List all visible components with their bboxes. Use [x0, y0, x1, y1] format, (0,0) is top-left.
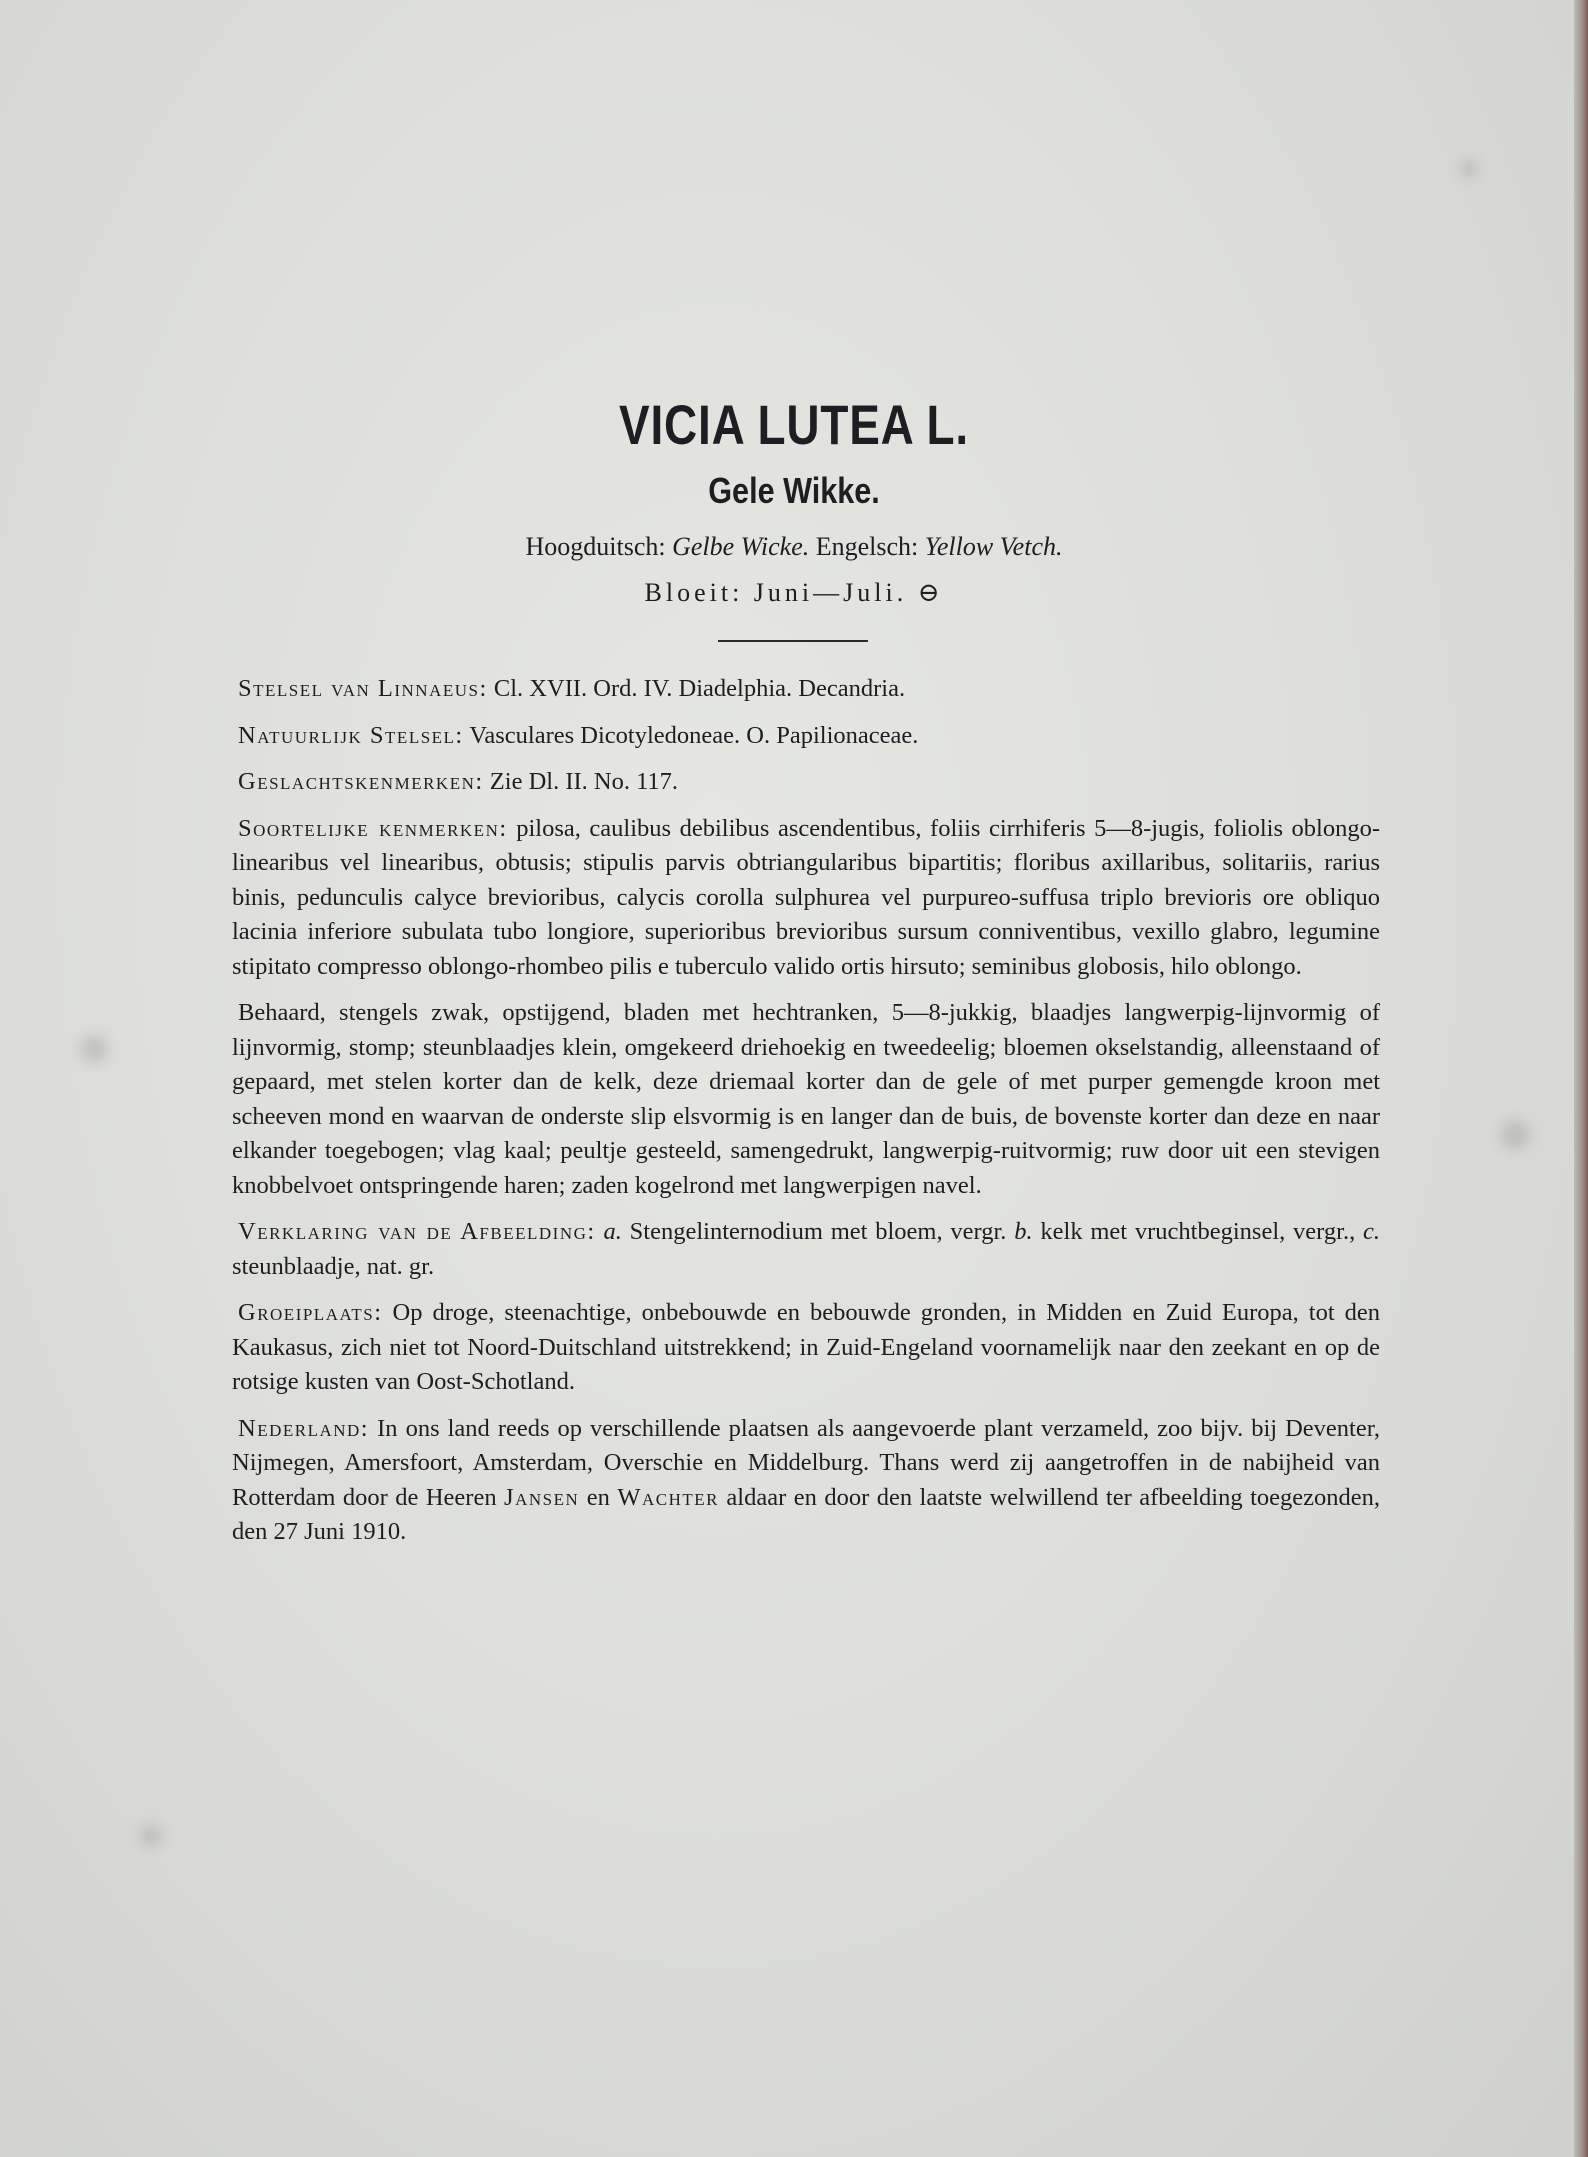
section-text: Op droge, steenachtige, onbebouwde en bebouwde gronden, in Midden en Zuid Europa, tot den Kaukasus, zich niet tot Noord-Duitschland uitstrekkend; in Zuid-Engeland voornamelijk naar den zeekant en op de rotsige kusten van Oost-Schotland. [232, 1299, 1381, 1395]
section-label: Geslachtskenmerken: [238, 768, 484, 795]
section-label: Verklaring van de Afbeelding: [238, 1218, 596, 1245]
section-text: aldaar en door den laatste welwillend ter afbeelding toegezonden, den 27 Juni 1910. [232, 1483, 1380, 1545]
connector-text: en [586, 1483, 610, 1511]
section-text: Behaard, stengels zwak, opstijgend, bladen met hechtranken, 5—8-jukkig, blaadjes langwerpig-lijnvormig of lijnvormig, stomp; steunblaadjes klein, omgekeerd driehoekig en tweedeelig; bloemen okselstandig, alleenstaand of gepaard, met stelen korter dan de kelk, deze driemaal korter dan de gele of met purper gemengde kroon met scheeven mond en waarvan de onderste slip elsvormig is en langer dan de buis, de bovenste korter dan deze en naar elkander toegebogen; vlag kaal; peultje gesteeld, samengedrukt, langwerpig-ruitvormig; ruw door uit een stevigen knobbelvoet ontspringende haren; zaden kogelrond met langwerpigen navel. [232, 999, 1380, 1199]
section-label: Natuurlijk Stelsel: [238, 721, 464, 749]
figure-key-c: c. [1363, 1218, 1381, 1245]
german-label: Hoogduitsch: [525, 532, 666, 561]
german-name: Gelbe Wicke. [672, 532, 810, 561]
english-name: Yellow Vetch. [924, 532, 1063, 561]
paper-stain [80, 1035, 108, 1063]
section-label: Nederland: [238, 1414, 370, 1442]
figure-text-b: kelk met vruchtbeginsel, vergr., [1040, 1218, 1356, 1245]
section-text: In ons land reeds op verschillende plaatsen als aangevoerde plant verzameld, zoo bijv. bij Deventer, Nijmegen, Amersfoort, Amsterdam, Overschie en Middelburg. Thans werd zij aangetroffen in de nabijheid van Rotterdam door de Heeren [232, 1414, 1381, 1511]
paper-stain [1500, 1120, 1530, 1150]
section-text: Zie Dl. II. No. 117. [489, 768, 679, 795]
figure-key-b: b. [1014, 1218, 1033, 1245]
english-label: Engelsch: [815, 532, 919, 561]
common-name: Gele Wikke. [708, 470, 880, 511]
section-nederland [232, 1412, 1380, 1550]
flowering-period: Bloeit: Juni—Juli. ⊖ [644, 578, 944, 607]
section-label: Soortelijke kenmerken: [238, 814, 508, 842]
section-behaard [232, 996, 1380, 1203]
section-label: Groeiplaats: [238, 1299, 383, 1326]
figure-text-a: Stengelinternodium met bloem, vergr. [629, 1218, 1007, 1245]
section-linnaeus [232, 672, 1380, 707]
paper-stain [1460, 160, 1478, 178]
section-groeiplaats [232, 1296, 1380, 1400]
collector-name: Jansen [504, 1483, 580, 1511]
section-geslachtskenmerken [232, 765, 1380, 800]
section-text: Vasculares Dicotyledoneae. O. Papilionaceae. [469, 721, 919, 749]
collector-name: Wachter [617, 1483, 719, 1511]
vernacular-names [0, 532, 1588, 562]
figure-key-a: a. [603, 1218, 622, 1245]
figure-text-c: steunblaadje, nat. gr. [232, 1252, 435, 1280]
section-text: pilosa, caulibus debilibus ascendentibus, foliis cirrhiferis 5—8-jugis, foliolis oblongo-linearibus vel linearibus, obtusis; stipulis parvis obtriangularibus bipartitis; floribus axillaribus, solitariis, rarius binis, pedunculis calyce brevioribus, calycis corolla sulphurea vel purpureo-suffusa triplo brevioris ore obliquo lacinia inferiore subulata tubo longiore, superioribus brevioribus sursum conniventibus, vexillo glabro, legumine stipitato compresso oblongo-rhombeo pilis e tuberculo valido ortis hirsuto; seminibus globosis, hilo oblongo. [232, 814, 1380, 980]
description-body [232, 672, 1380, 1562]
divider-rule [718, 640, 868, 642]
section-verklaring [232, 1215, 1380, 1284]
page-edge [1574, 0, 1588, 2157]
section-text: Cl. XVII. Ord. IV. Diadelphia. Decandria. [493, 675, 906, 702]
species-title: VICIA LUTEA L. [619, 393, 969, 456]
paper-stain [140, 1825, 162, 1847]
section-natuurlijk-stelsel [232, 719, 1380, 754]
section-label: Stelsel van Linnaeus: [238, 675, 488, 702]
section-soortelijke-kenmerken [232, 812, 1380, 985]
